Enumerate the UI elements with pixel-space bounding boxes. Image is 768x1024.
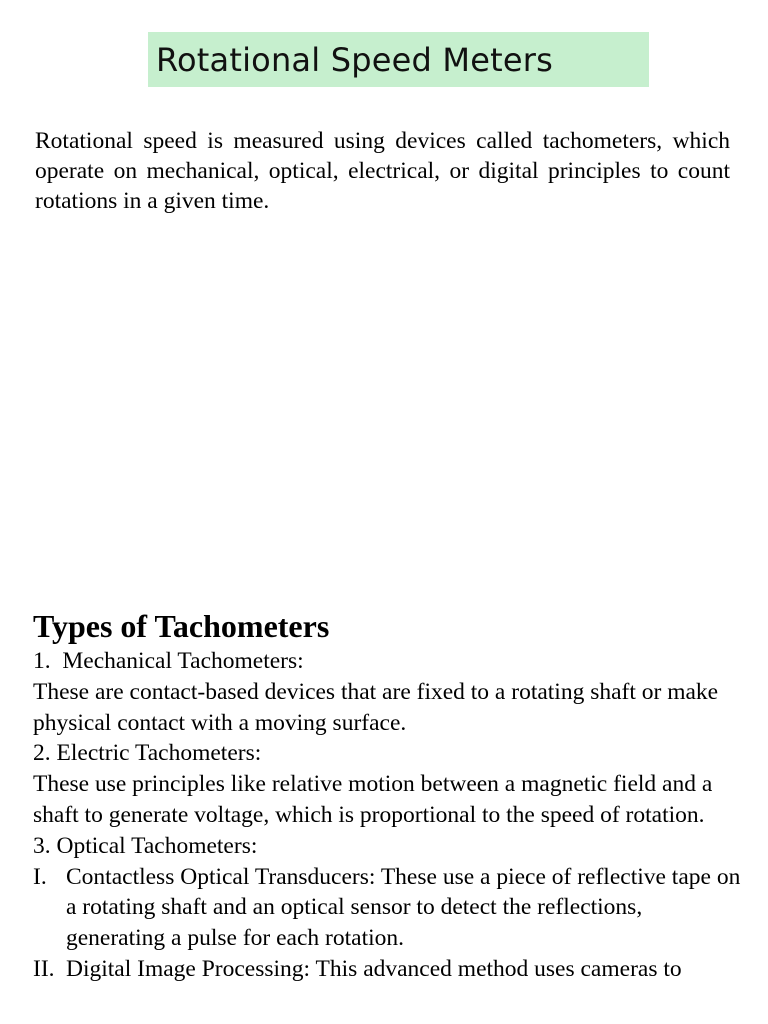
item-label-electric: 2. Electric Tachometers: xyxy=(33,740,262,767)
list-marker: II. xyxy=(33,955,55,982)
title-banner xyxy=(148,32,649,87)
section-heading: Types of Tachometers xyxy=(33,608,330,644)
page-title: Rotational Speed Meters xyxy=(156,40,553,79)
list-marker: I. xyxy=(33,863,47,890)
list-item-text: Contactless Optical Transducers: These use a piece of reflective tape on a rotating shaft and an optical sensor to detect the reflections, generating a pulse for each rotation. xyxy=(66,863,741,952)
list-item-text: Digital Image Processing: This advanced method uses cameras to xyxy=(66,955,682,982)
item-label-optical: 3. Optical Tachometers: xyxy=(33,832,258,859)
optical-subitems-list xyxy=(33,862,743,985)
item-label-mechanical: 1. Mechanical Tachometers: xyxy=(33,648,304,674)
list-item xyxy=(33,954,743,985)
item-body-mechanical: These are contact-based devices that are fixed to a rotating shaft or make physical contact with a moving surface. xyxy=(33,678,719,736)
intro-paragraph: Rotational speed is measured using devices called tachometers, which operate on mechanical, optical, electrical, or digital principles to count rotations in a given time. xyxy=(35,128,730,214)
list-item xyxy=(33,862,743,954)
item-body-electric: These use principles like relative motion between a magnetic field and a shaft to generate voltage, which is proportional to the speed of rotation. xyxy=(33,771,713,828)
types-section xyxy=(33,606,743,985)
